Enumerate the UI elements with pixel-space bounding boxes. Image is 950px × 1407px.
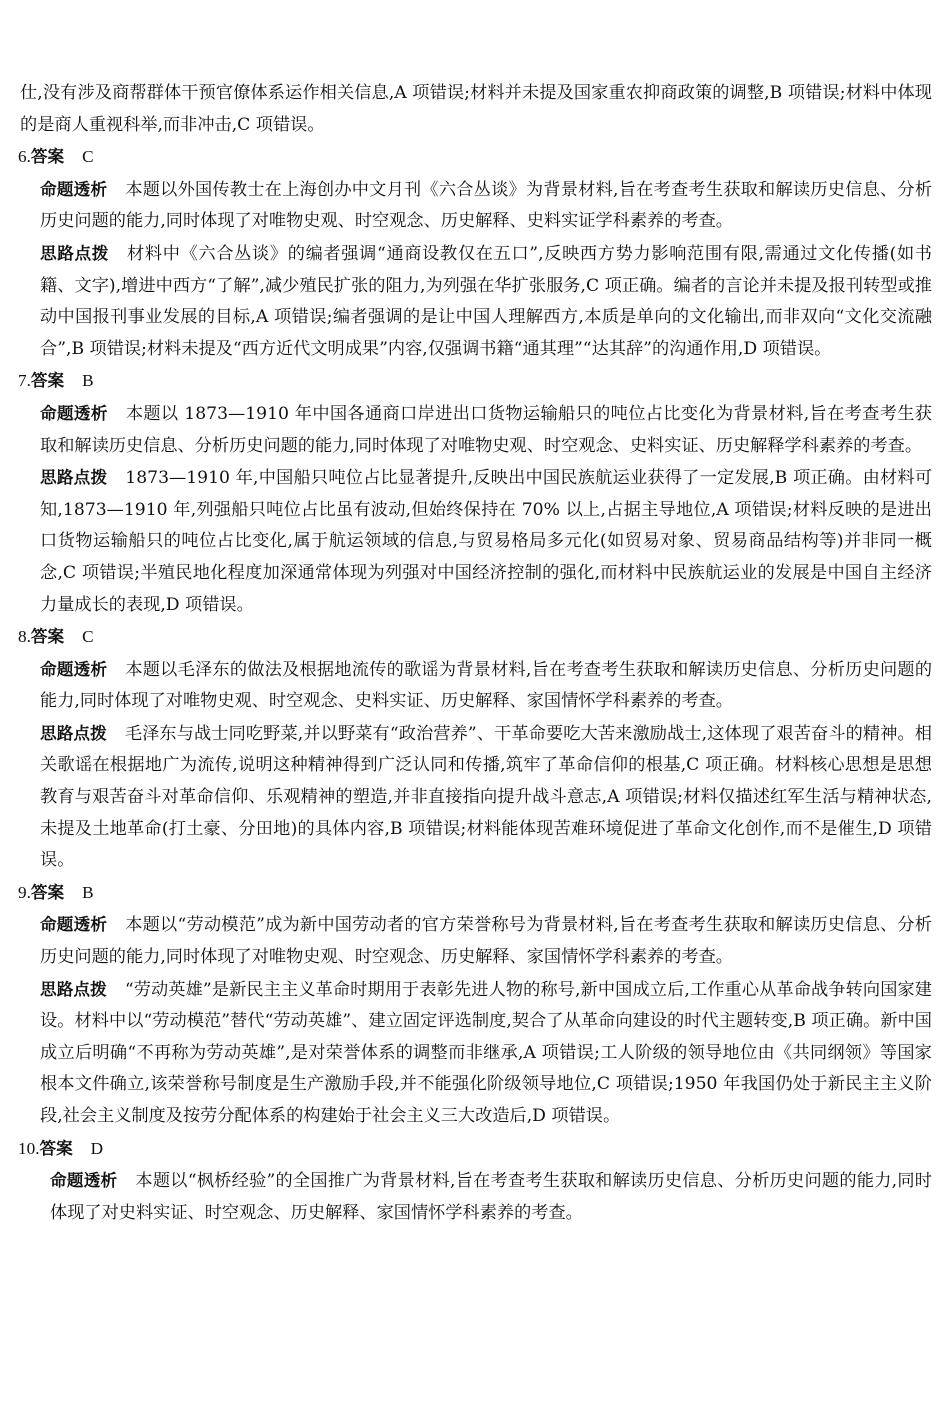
answer-line (18, 141, 932, 174)
answer-letter: B (82, 371, 94, 391)
section-label: 命题透析 (50, 1171, 118, 1191)
question-number: 7. (18, 371, 31, 391)
analysis-paragraph (40, 398, 932, 462)
question-6 (18, 141, 932, 365)
answer-label: 答案 (30, 371, 65, 391)
answer-label: 答案 (30, 147, 65, 167)
answer-line (18, 1133, 932, 1166)
question-number: 10. (18, 1138, 40, 1158)
section-text: “劳动英雄”是新民主主义革命时期用于表彰先进人物的称号,新中国成立后,工作重心从革命战争转向国家建设。材料中以“劳动模范”替代“劳动英雄”、建立固定评选制度,契合了从革命向建设的时代主题转变,B 项正确。新中国成立后明确“不再称为劳动英雄”,是对荣誉体系的调整而非继承,A 项错误;工人阶级的领导地位由《共同纲领》等国家根本文件确立,该荣誉称号制度是生产激励手段,并不能强化阶级领导地位,C 项错误;1950 年我国仍处于新民主主义阶段,社会主义制度及按劳分配体系的构建始于社会主义三大改造后,D 项错误。 (40, 979, 932, 1126)
section-text: 本题以“劳动模范”成为新中国劳动者的官方荣誉称号为背景材料,旨在考查考生获取和解读历史信息、分析历史问题的能力,同时体现了对唯物史观、时空观念、历史解释、家国情怀学科素养的考查。 (40, 915, 932, 968)
answer-label: 答案 (39, 1138, 73, 1158)
section-label: 思路点拨 (40, 468, 108, 488)
answer-letter: C (82, 627, 94, 647)
continued-paragraph: 仕,没有涉及商帮群体干预官僚体系运作相关信息,A 项错误;材料并未提及国家重农抑商政策的调整,B 项错误;材料中体现的是商人重视科举,而非冲击,C 项错误。 (20, 83, 932, 135)
section-label: 思路点拨 (40, 979, 107, 999)
question-10 (18, 1133, 932, 1230)
hint-paragraph (40, 974, 932, 1133)
hint-paragraph (40, 718, 932, 877)
answer-letter: B (82, 882, 94, 902)
section-label: 命题透析 (40, 915, 108, 935)
analysis-paragraph (40, 909, 932, 973)
hint-paragraph (40, 462, 932, 621)
answer-line (18, 877, 932, 910)
question-7 (18, 365, 932, 621)
analysis-paragraph (40, 174, 932, 238)
hint-paragraph (40, 238, 932, 365)
answer-letter: C (82, 147, 94, 167)
question-9 (18, 877, 932, 1133)
section-text: 本题以“枫桥经验”的全国推广为背景材料,旨在考查考生获取和解读历史信息、分析历史问题的能力,同时体现了对史料实证、时空观念、历史解释、家国情怀学科素养的考查。 (50, 1171, 932, 1223)
section-text: 毛泽东与战士同吃野菜,并以野菜有“政治营养”、干革命要吃大苦来激励战士,这体现了艰苦奋斗的精神。相关歌谣在根据地广为流传,说明这种精神得到广泛认同和传播,筑牢了革命信仰的根基,C 项正确。材料核心思想是思想教育与艰苦奋斗对革命信仰、乐观精神的塑造,并非直接指向提升战斗意志,A 项错误;材料仅描述红军生活与精神状态,未提及土地革命(打土豪、分田地)的具体内容,B 项错误;材料能体现苦难环境促进了革命文化创作,而不是催生,D 项错误。 (40, 723, 932, 871)
section-text: 本题以毛泽东的做法及根据地流传的歌谣为背景材料,旨在考查考生获取和解读历史信息、分析历史问题的能力,同时体现了对唯物史观、时空观念、史料实证、历史解释、家国情怀学科素养的考查。 (40, 659, 933, 712)
section-label: 命题透析 (40, 403, 108, 423)
section-text: 1873—1910 年,中国船只吨位占比显著提升,反映出中国民族航运业获得了一定发展,B 项正确。由材料可知,1873—1910 年,列强船只吨位占比虽有波动,但始终保持在 70% 以上,占据主导地位,A 项错误;材料反映的是进出口货物运输船只的吨位占比变化,属于航运领域的信息,与贸易格局多元化(如贸易对象、贸易商品结构等)并非同一概念,C 项错误;半殖民地化程度加深通常体现为列强对中国经济控制的强化,而材料中民族航运业的发展是中国自主经济力量成长的表现,D 项错误。 (40, 468, 933, 615)
question-number: 8. (18, 627, 31, 647)
analysis-paragraph (50, 1165, 932, 1229)
answer-letter: D (90, 1138, 104, 1158)
answer-label: 答案 (30, 882, 65, 902)
section-label: 命题透析 (40, 179, 108, 199)
section-label: 命题透析 (40, 659, 108, 679)
analysis-paragraph (40, 654, 932, 718)
section-text: 本题以外国传教士在上海创办中文月刊《六合丛谈》为背景材料,旨在考查考生获取和解读历史信息、分析历史问题的能力,同时体现了对唯物史观、时空观念、历史解释、史料实证学科素养的考查。 (40, 179, 933, 232)
section-label: 思路点拨 (40, 723, 107, 743)
question-8 (18, 621, 932, 877)
question-number: 9. (18, 882, 31, 902)
section-text: 本题以 1873—1910 年中国各通商口岸进出口货物运输船只的吨位占比变化为背景材料,旨在考查考生获取和解读历史信息、分析历史问题的能力,同时体现了对唯物史观、时空观念、史料实证、历史解释学科素养的考查。 (40, 403, 932, 456)
question-number: 6. (18, 147, 31, 167)
answer-line (18, 621, 932, 654)
section-text: 材料中《六合丛谈》的编者强调“通商设教仅在五口”,反映西方势力影响范围有限,需通过文化传播(如书籍、文字),增进中西方“了解”,减少殖民扩张的阻力,为列强在华扩张服务,C 项正确。编者的言论并未提及报刊转型或推动中国报刊事业发展的目标,A 项错误;编者强调的是让中国人理解西方,本质是单向的文化输出,而非双向“文化交流融合”,B 项错误;材料未提及“西方近代文明成果”内容,仅强调书籍“通其理”“达其辞”的沟通作用,D 项错误。 (40, 243, 932, 359)
answer-label: 答案 (30, 627, 65, 647)
section-label: 思路点拨 (40, 243, 110, 263)
answer-line (18, 365, 932, 398)
